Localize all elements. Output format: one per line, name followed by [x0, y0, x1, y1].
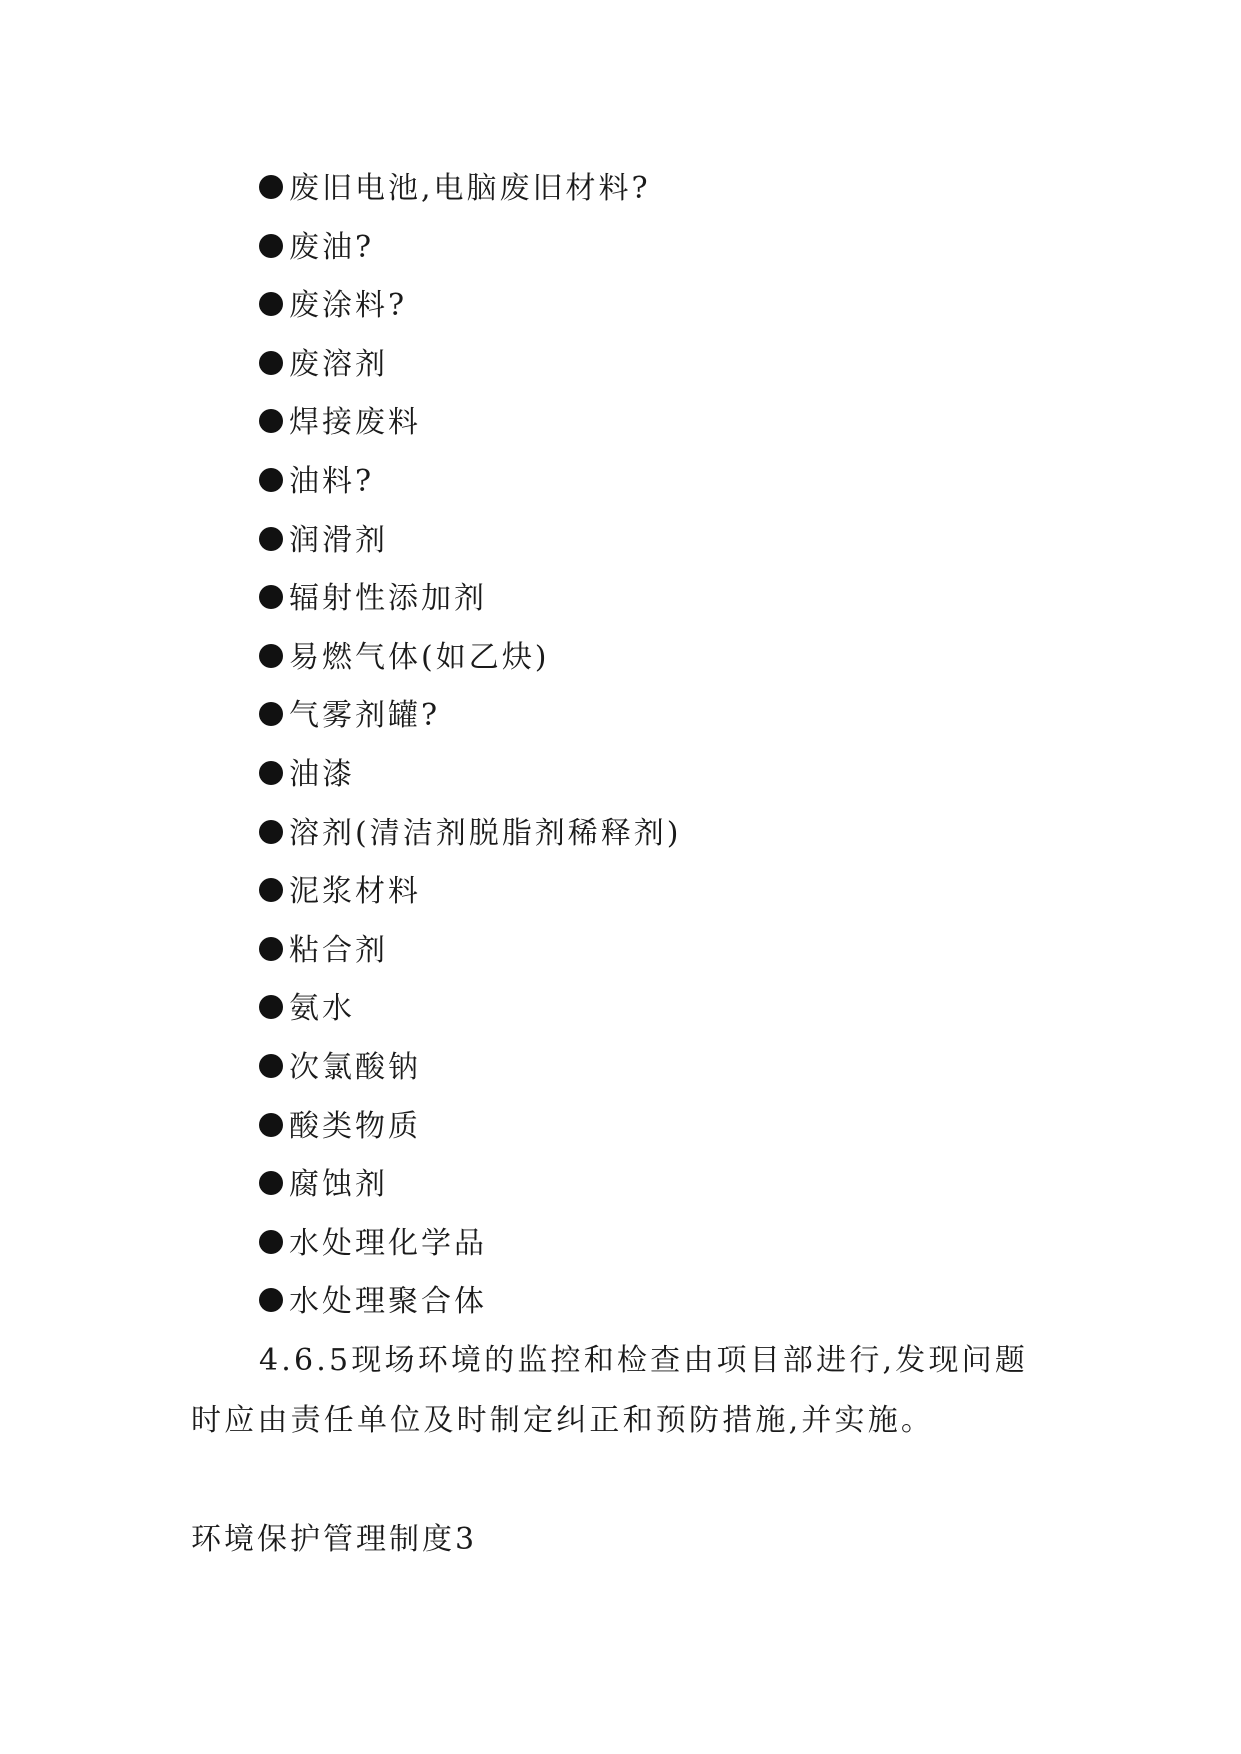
list-item-text: 粘合剂: [289, 932, 388, 968]
list-item: [259, 570, 681, 629]
bullet-icon: [259, 1054, 283, 1078]
bullet-icon: [259, 585, 283, 609]
hazardous-waste-list: [259, 160, 681, 1332]
bullet-icon: [259, 292, 283, 316]
list-item: [259, 160, 681, 219]
list-item-text: 易燃气体(如乙炔): [289, 639, 550, 675]
list-item: [259, 1273, 681, 1332]
bullet-icon: [259, 1171, 283, 1195]
section-heading: 环境保护管理制度3: [191, 1522, 478, 1557]
bullet-icon: [259, 527, 283, 551]
bullet-icon: [259, 1288, 283, 1312]
list-item: [259, 980, 681, 1039]
list-item-text: 润滑剂: [289, 522, 388, 558]
list-item-text: 水处理聚合体: [289, 1284, 487, 1320]
list-item: [259, 746, 681, 805]
list-item: [259, 629, 681, 688]
list-item: [259, 687, 681, 746]
paragraph-line-2: 时应由责任单位及时制定纠正和预防措施,并实施。: [191, 1403, 935, 1438]
list-item-text: 气雾剂罐?: [289, 698, 441, 734]
list-item-text: 水处理化学品: [289, 1225, 487, 1261]
bullet-icon: [259, 175, 283, 199]
bullet-icon: [259, 409, 283, 433]
bullet-icon: [259, 820, 283, 844]
list-item-text: 腐蚀剂: [289, 1167, 388, 1203]
list-item: [259, 922, 681, 981]
bullet-icon: [259, 995, 283, 1019]
bullet-icon: [259, 234, 283, 258]
bullet-icon: [259, 644, 283, 668]
monitoring-paragraph: [191, 1331, 1071, 1451]
list-item-text: 辐射性添加剂: [289, 581, 487, 617]
list-item-text: 油漆: [289, 756, 355, 792]
list-item-text: 废涂料?: [289, 288, 408, 324]
bullet-icon: [259, 878, 283, 902]
bullet-icon: [259, 351, 283, 375]
list-item-text: 氨水: [289, 991, 355, 1027]
list-item: [259, 1215, 681, 1274]
list-item-text: 废油?: [289, 229, 375, 265]
list-item: [259, 863, 681, 922]
list-item-text: 次氯酸钠: [289, 1049, 421, 1085]
list-item: [259, 219, 681, 278]
bullet-icon: [259, 1230, 283, 1254]
list-item-text: 废溶剂: [289, 346, 388, 382]
list-item: [259, 1156, 681, 1215]
list-item: [259, 1098, 681, 1157]
list-item-text: 酸类物质: [289, 1108, 421, 1144]
list-item: [259, 394, 681, 453]
list-item-text: 废旧电池,电脑废旧材料?: [289, 171, 651, 206]
bullet-icon: [259, 468, 283, 492]
list-item-text: 泥浆材料: [289, 874, 421, 910]
bullet-icon: [259, 761, 283, 785]
list-item-text: 油料?: [289, 463, 375, 499]
list-item: [259, 453, 681, 512]
list-item: [259, 805, 681, 864]
list-item-text: 焊接废料: [289, 405, 421, 441]
list-item: [259, 277, 681, 336]
list-item-text: 溶剂(清洁剂脱脂剂稀释剂): [289, 815, 682, 851]
paragraph-line-1: 4.6.5现场环境的监控和检查由项目部进行,发现问题: [259, 1343, 1029, 1378]
bullet-icon: [259, 937, 283, 961]
list-item: [259, 1039, 681, 1098]
bullet-icon: [259, 1113, 283, 1137]
list-item: [259, 336, 681, 395]
bullet-icon: [259, 702, 283, 726]
list-item: [259, 512, 681, 571]
